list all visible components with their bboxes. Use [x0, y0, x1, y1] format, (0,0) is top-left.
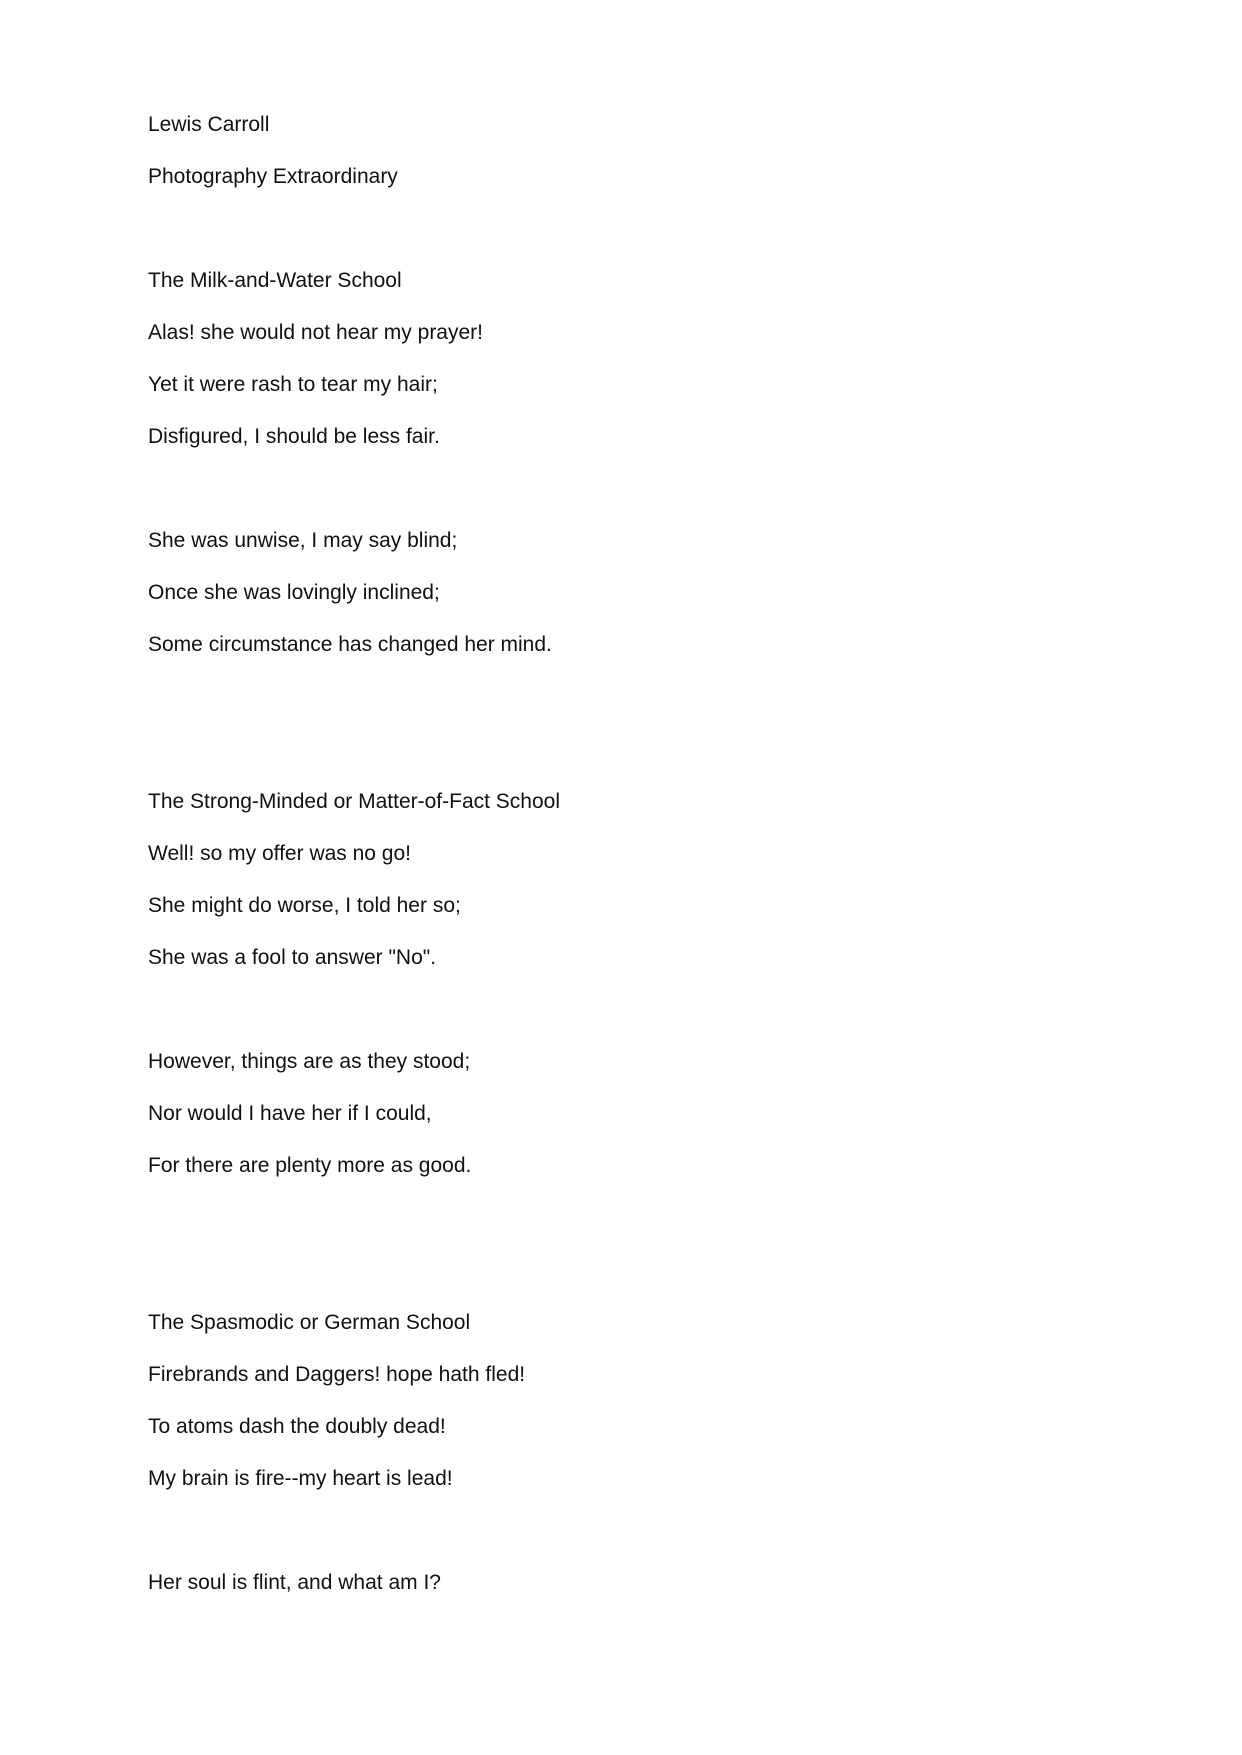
verse-line: Her soul is flint, and what am I? — [148, 1571, 441, 1594]
verse-line: Well! so my offer was no go! — [148, 842, 412, 865]
verse-line: Once she was lovingly inclined; — [148, 581, 440, 604]
verse-line: Nor would I have her if I could, — [148, 1102, 432, 1125]
verse-line: However, things are as they stood; — [148, 1050, 471, 1073]
verse-line: Some circumstance has changed her mind. — [148, 633, 552, 656]
section-heading-strong-minded: The Strong-Minded or Matter-of-Fact School — [148, 790, 561, 813]
verse-line: For there are plenty more as good. — [148, 1154, 472, 1177]
verse-line: To atoms dash the doubly dead! — [148, 1415, 446, 1438]
verse-line: Firebrands and Daggers! hope hath fled! — [148, 1363, 526, 1386]
verse-line: Disfigured, I should be less fair. — [148, 425, 440, 448]
verse-line: She was unwise, I may say blind; — [148, 529, 458, 552]
author-name: Lewis Carroll — [148, 113, 270, 136]
verse-line: She might do worse, I told her so; — [148, 894, 461, 917]
document-title: Photography Extraordinary — [148, 165, 398, 188]
verse-line: Yet it were rash to tear my hair; — [148, 373, 438, 396]
verse-line: Alas! she would not hear my prayer! — [148, 321, 483, 344]
section-heading-spasmodic: The Spasmodic or German School — [148, 1311, 471, 1334]
verse-line: My brain is fire--my heart is lead! — [148, 1467, 453, 1490]
section-heading-milk-and-water: The Milk-and-Water School — [148, 269, 402, 292]
verse-line: She was a fool to answer "No". — [148, 946, 437, 969]
